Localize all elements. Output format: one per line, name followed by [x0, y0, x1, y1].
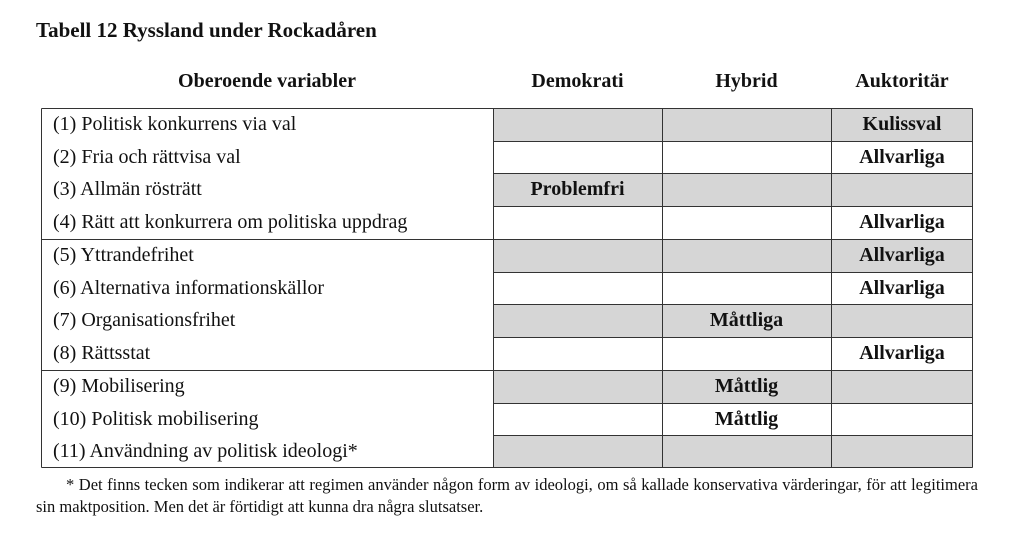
cell-value-auktoritar: Allvarliga [859, 342, 945, 365]
row-label: (2) Fria och rättvisa val [53, 145, 241, 168]
cell-value-hybrid: Måttlig [714, 407, 779, 430]
row-label: (6) Alternativa informationskällor [53, 276, 325, 299]
header-demokrati: Demokrati [531, 70, 624, 92]
row-label: (11) Användning av politisk ideologi* [53, 440, 358, 463]
header-auktoritar: Auktoritär [855, 70, 949, 92]
cell-value-auktoritar: Kulissval [862, 113, 942, 135]
footnote [36, 474, 978, 518]
row-label: (1) Politisk konkurrens via val [53, 113, 297, 135]
row-label: (4) Rätt att konkurrera om politiska uppdrag [53, 211, 408, 234]
cell-value-auktoritar: Allvarliga [859, 276, 945, 299]
footnote-text: * Det finns tecken som indikerar att regimen använder någon form av ideologi, om så kallade konservativa värderingar, för att legitimera sin maktposition. Men det är förtidigt att kunna dra några slutsatser. [36, 475, 978, 516]
cell-value-demokrati: Problemfri [530, 178, 625, 201]
row-label: (10) Politisk mobilisering [53, 407, 259, 430]
header-variables: Oberoende variabler [178, 70, 356, 92]
row-label: (8) Rättsstat [53, 342, 151, 365]
row-label: (7) Organisationsfrihet [53, 309, 236, 332]
header-hybrid: Hybrid [715, 70, 778, 92]
row-label: (9) Mobilisering [53, 374, 185, 397]
cell-value-auktoritar: Allvarliga [859, 145, 945, 168]
regime-table [41, 108, 973, 468]
cell-value-auktoritar: Allvarliga [859, 211, 945, 234]
row-label: (5) Yttrandefrihet [53, 243, 194, 266]
cell-value-hybrid: Måttlig [714, 374, 779, 397]
cell-value-auktoritar: Allvarliga [859, 243, 945, 266]
cell-value-hybrid: Måttliga [709, 309, 784, 332]
table-borders [41, 108, 973, 468]
table-title: Tabell 12 Ryssland under Rockadåren [36, 18, 377, 42]
row-label: (3) Allmän rösträtt [53, 178, 202, 201]
